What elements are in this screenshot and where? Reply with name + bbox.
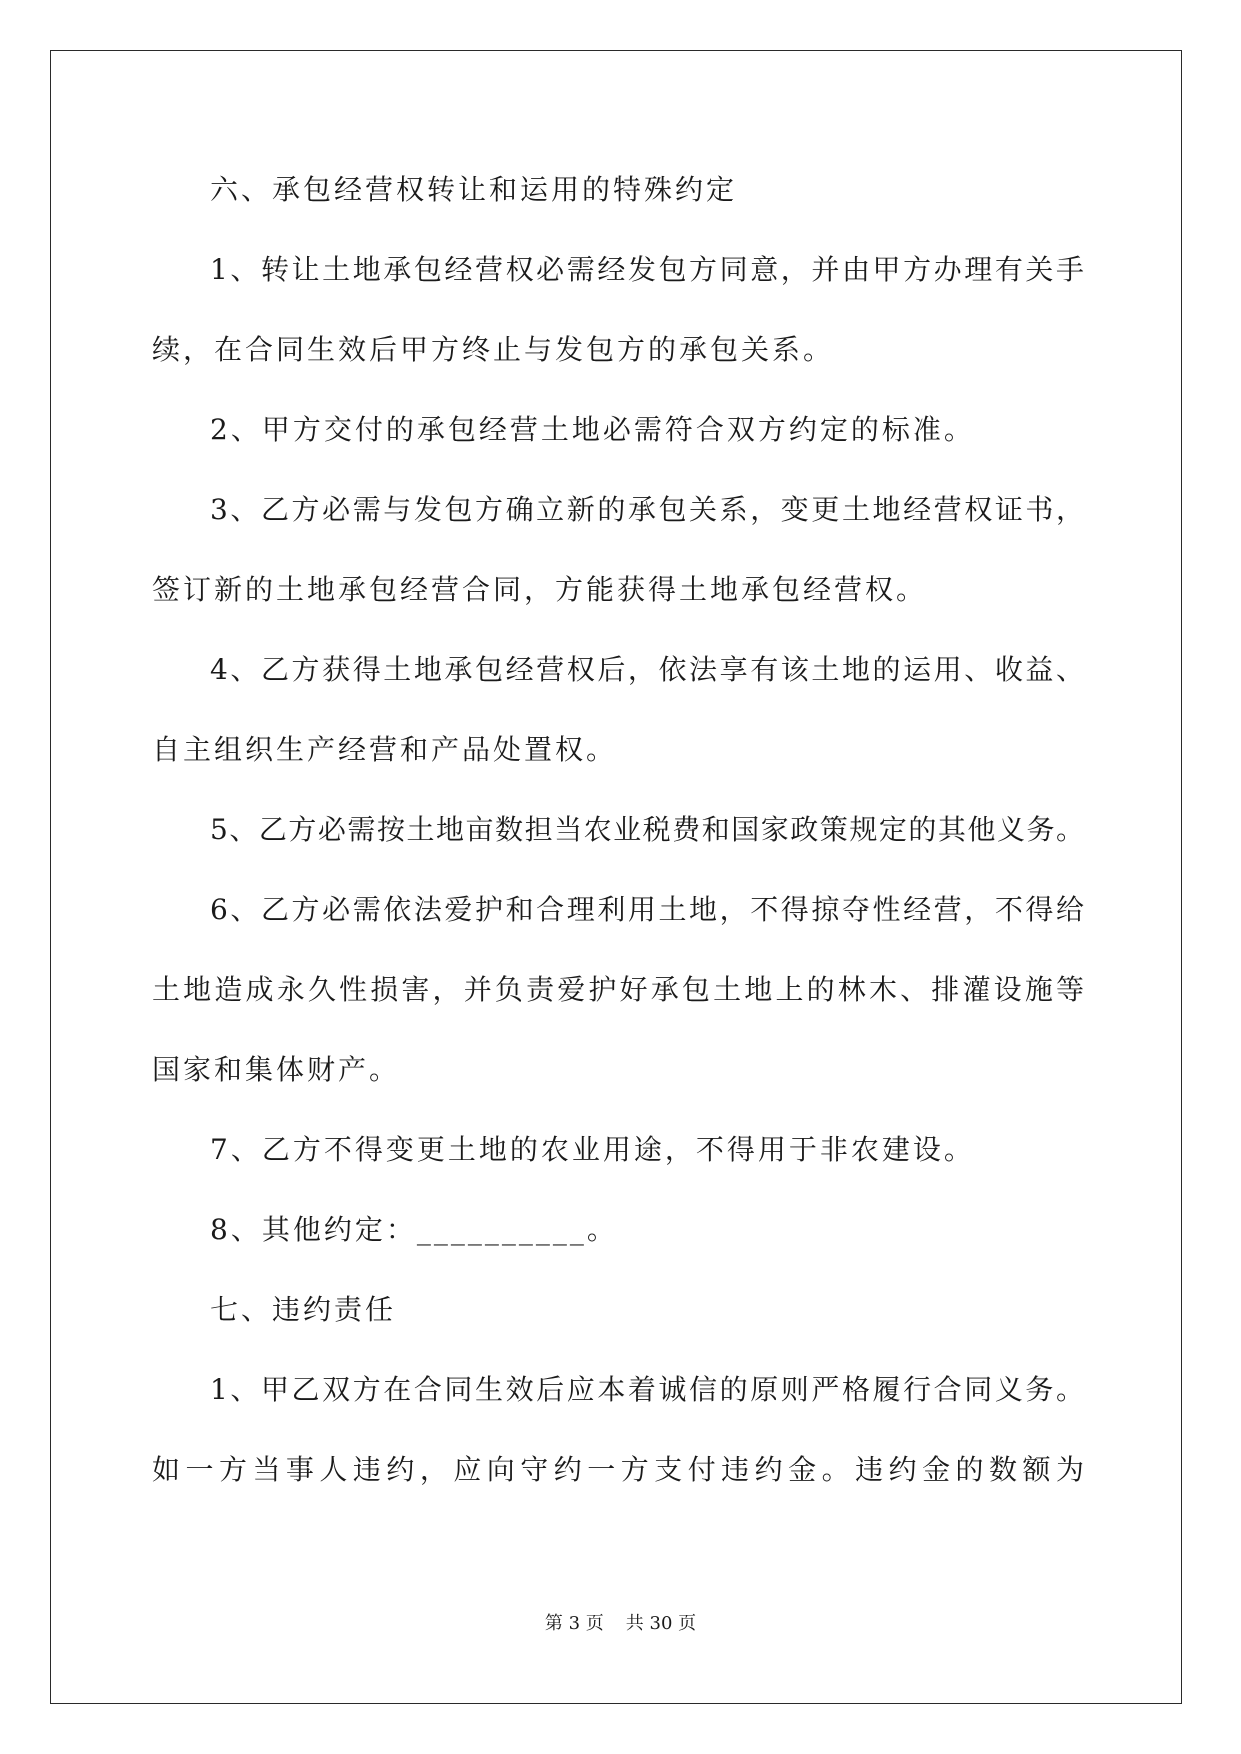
paragraph-line: 土地造成永久性损害，并负责爱护好承包土地上的林木、排灌设施等 — [152, 973, 1084, 1006]
paragraph-line: 国家和集体财产。 — [152, 1053, 401, 1086]
section-heading-6: 六、承包经营权转让和运用的特殊约定 — [210, 173, 738, 206]
paragraph-line: 7、乙方不得变更土地的农业用途，不得用于非农建设。 — [210, 1133, 975, 1166]
paragraph-line: 8、其他约定：__________。 — [210, 1213, 618, 1246]
paragraph-line: 自主组织生产经营和产品处置权。 — [152, 733, 618, 766]
paragraph-line: 6、乙方必需依法爱护和合理利用土地，不得掠夺性经营，不得给 — [210, 893, 1084, 926]
section-heading-7: 七、违约责任 — [210, 1293, 397, 1326]
page-total: 共 30 页 — [625, 1613, 697, 1634]
paragraph-line: 1、转让土地承包经营权必需经发包方同意，并由甲方办理有关手 — [210, 253, 1084, 286]
paragraph-line: 续，在合同生效后甲方终止与发包方的承包关系。 — [152, 333, 835, 366]
paragraph-line: 3、乙方必需与发包方确立新的承包关系，变更土地经营权证书， — [210, 493, 1084, 526]
paragraph-line: 如一方当事人违约，应向守约一方支付违约金。违约金的数额为 — [152, 1453, 1084, 1486]
page-number: 第 3 页 — [544, 1613, 604, 1634]
paragraph-line: 签订新的土地承包经营合同，方能获得土地承包经营权。 — [152, 573, 928, 606]
page-footer — [0, 1612, 1241, 1636]
paragraph-line: 4、乙方获得土地承包经营权后，依法享有该土地的运用、收益、 — [210, 653, 1084, 686]
paragraph-line: 5、乙方必需按土地亩数担当农业税费和国家政策规定的其他义务。 — [210, 813, 1084, 846]
paragraph-line: 2、甲方交付的承包经营土地必需符合双方约定的标准。 — [210, 413, 975, 446]
paragraph-line: 1、甲乙双方在合同生效后应本着诚信的原则严格履行合同义务。 — [210, 1373, 1084, 1406]
